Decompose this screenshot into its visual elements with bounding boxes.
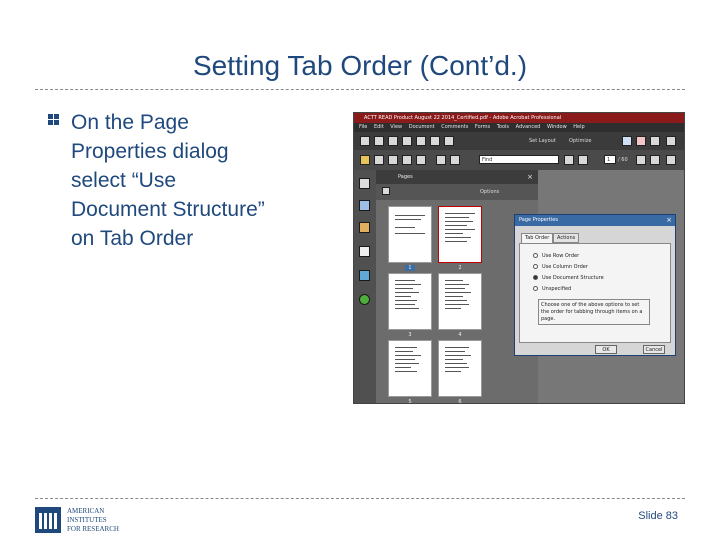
sign-icon[interactable]: [416, 136, 426, 146]
tab-order-info: Choose one of the above options to set the order for tabbing through items on a page.: [538, 299, 650, 325]
page-number-label: 3: [408, 332, 412, 338]
back-icon[interactable]: [564, 155, 574, 165]
menu-help[interactable]: Help: [573, 124, 585, 130]
prev-page-icon[interactable]: [436, 155, 446, 165]
email-icon[interactable]: [402, 155, 412, 165]
radio-icon: [533, 286, 538, 291]
search-icon[interactable]: [416, 155, 426, 165]
radio-selected-icon: [533, 275, 538, 280]
zoom-in-icon[interactable]: [666, 155, 676, 165]
page-number-label: 4: [458, 332, 462, 338]
menu-comments[interactable]: Comments: [441, 124, 469, 130]
combine-icon[interactable]: [374, 136, 384, 146]
dialog-title: Page Properties: [515, 215, 675, 226]
page-thumbnail[interactable]: [388, 206, 432, 263]
page-number-label: 6: [458, 399, 462, 404]
tab-actions[interactable]: Actions: [553, 233, 579, 243]
menu-advanced[interactable]: Advanced: [515, 124, 541, 130]
bookmarks-nav-icon[interactable]: [359, 200, 370, 211]
optimize-label[interactable]: Optimize: [569, 138, 592, 144]
save-icon[interactable]: [374, 155, 384, 165]
menu-view[interactable]: View: [390, 124, 403, 130]
pages-panel-header: Pages: [376, 170, 538, 184]
close-icon[interactable]: ×: [527, 173, 533, 181]
close-icon[interactable]: ×: [666, 216, 672, 224]
logo-text: AMERICAN INSTITUTES FOR RESEARCH: [67, 507, 119, 533]
crop-tool-icon[interactable]: [666, 136, 676, 146]
menu-window[interactable]: Window: [546, 124, 567, 130]
window-title: ACTT READ Product August 22 2014_Certified.pdf - Adobe Acrobat Professional: [354, 113, 684, 123]
link-tool-icon[interactable]: [650, 136, 660, 146]
navigation-rail: [354, 170, 376, 403]
find-input[interactable]: Find: [479, 155, 559, 164]
create-icon[interactable]: [360, 136, 370, 146]
toolbar-bottom: [354, 150, 684, 170]
page-total: / 60: [618, 157, 628, 163]
menu-edit[interactable]: Edit: [373, 124, 384, 130]
hand-tool-icon[interactable]: [636, 155, 646, 165]
select-tool-icon[interactable]: [622, 136, 632, 146]
page-properties-dialog: [514, 214, 676, 356]
slide-number: Slide 83: [638, 510, 678, 522]
ok-button[interactable]: OK: [595, 345, 617, 354]
attachments-nav-icon[interactable]: [359, 246, 370, 257]
radio-use-document-structure[interactable]: Use Document Structure: [533, 275, 604, 281]
export-icon[interactable]: [388, 136, 398, 146]
page-number-label: 5: [408, 399, 412, 404]
page-thumbnail[interactable]: [438, 340, 482, 397]
menu-file[interactable]: File: [359, 124, 368, 130]
secure-icon[interactable]: [402, 136, 412, 146]
page-number-label: 2: [458, 265, 462, 271]
radio-unspecified[interactable]: Unspecified: [533, 286, 571, 292]
page-thumbnail[interactable]: [388, 340, 432, 397]
page-thumbnail[interactable]: [388, 273, 432, 330]
radio-use-column-order[interactable]: Use Column Order: [533, 264, 588, 270]
signatures-nav-icon[interactable]: [359, 222, 370, 233]
menu-tools[interactable]: Tools: [496, 124, 510, 130]
print-icon[interactable]: [388, 155, 398, 165]
radio-use-row-order[interactable]: Use Row Order: [533, 253, 579, 259]
menu-bar: [354, 123, 684, 132]
pages-panel-toolbar: [376, 184, 538, 200]
layers-nav-icon[interactable]: [359, 270, 370, 281]
bullet-icon: [48, 114, 60, 126]
set-layout-label[interactable]: Set Layout: [529, 138, 556, 144]
touchup-icon[interactable]: [636, 136, 646, 146]
next-page-icon[interactable]: [450, 155, 460, 165]
help-nav-icon[interactable]: [359, 294, 370, 305]
toolbar-top: [354, 132, 684, 150]
radio-icon: [533, 264, 538, 269]
pages-nav-icon[interactable]: [359, 178, 370, 189]
acrobat-screenshot: [353, 112, 685, 404]
page-thumbnail-selected[interactable]: [438, 206, 482, 263]
tab-tab-order[interactable]: Tab Order: [521, 233, 553, 244]
slide-title: Setting Tab Order (Cont’d.): [192, 50, 528, 81]
title-divider: [35, 89, 685, 90]
cancel-button[interactable]: Cancel: [643, 345, 665, 354]
footer-divider: [35, 498, 685, 499]
forward-icon[interactable]: [578, 155, 588, 165]
menu-document[interactable]: Document: [408, 124, 435, 130]
open-icon[interactable]: [360, 155, 370, 165]
options-menu[interactable]: Options: [480, 189, 500, 195]
menu-forms[interactable]: Forms: [474, 124, 491, 130]
zoom-out-icon[interactable]: [650, 155, 660, 165]
page-number-label: 1: [388, 265, 432, 271]
review-icon[interactable]: [444, 136, 454, 146]
bullet-text: On the Page Properties dialog select “Use Document Structure” on Tab Order: [71, 111, 265, 250]
columns-logo-icon: [35, 507, 61, 533]
radio-icon: [533, 253, 538, 258]
forms-icon[interactable]: [430, 136, 440, 146]
thumbnail-tool-icon[interactable]: [382, 187, 390, 195]
page-number-input[interactable]: 1: [604, 155, 616, 164]
air-logo: [35, 507, 135, 537]
page-thumbnail[interactable]: [438, 273, 482, 330]
